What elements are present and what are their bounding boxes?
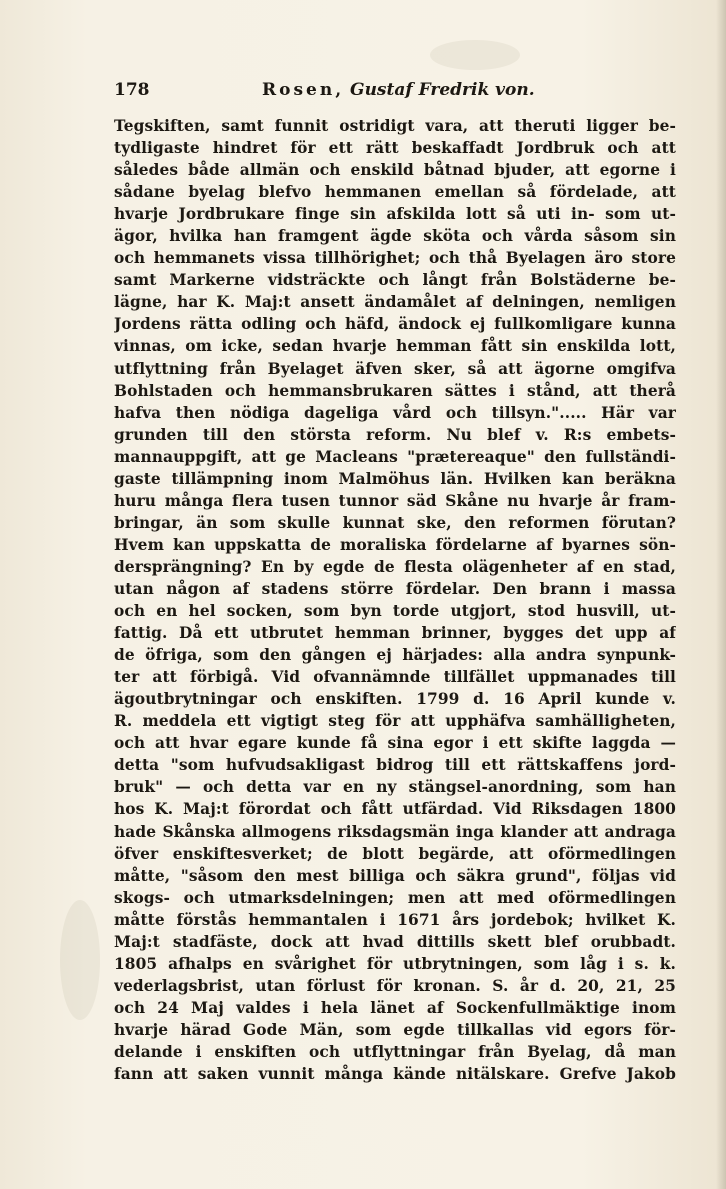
text-line: utan någon af stadens större fördelar. Den brann i massa [114,579,676,598]
text-line: dersprängning? En by egde de flesta olägenheter af en stad, [114,557,676,576]
text-line: de öfriga, som den gången ej härjades: alla andra synpunk- [114,646,676,665]
text-line: vinnas, om icke, sedan hvarje hemman fått sin enskilda lott, [114,337,676,356]
body-text [114,115,676,1085]
text-line: sådane byelag blefvo hemmanen emellan så fördelade, att [114,183,676,202]
text-line: fann att saken vunnit många kände nitälskare. Grefve Jakob [114,1065,676,1084]
text-line: samt Markerne vidsträckte och långt från Bolstäderne be- [114,271,676,290]
text-line: tydligaste hindret för ett rätt beskaffadt Jordbruk och att [114,139,676,158]
text-line: fattig. Då ett utbrutet hemman brinner, bygges det upp af [114,624,676,643]
paper-stain [60,900,100,1020]
text-line: och hemmanets vissa tillhörighet; och thå Byelagen äro store [114,249,676,268]
running-head-name: Gustaf Fredrik von. [344,80,535,100]
text-line: hade Skånska allmogens riksdagsmän inga klander att andraga [114,822,676,841]
running-head [114,80,674,104]
text-line: Tegskiften, samt funnit ostridigt vara, att theruti ligger be- [114,117,676,135]
text-line: grunden till den största reform. Nu blef v. R:s embets- [114,425,676,444]
paper-stain [430,40,520,70]
text-line: bruk" — och detta var en ny stängsel-anordning, som han [114,778,676,797]
text-line: hvarje härad Gode Män, som egde tillkallas vid egors för- [114,1020,676,1039]
text-line: öfver enskiftesverket; de blott begärde, att oförmedlingen [114,844,676,863]
text-line: ägoutbrytningar och enskiften. 1799 d. 16 April kunde v. [114,690,676,709]
text-line: detta "som hufvudsakligast bidrog till ett rättskaffens jord- [114,756,676,775]
running-head-surname: Rosen, [262,80,345,100]
text-line: 1805 afhalps en svårighet för utbrytningen, som låg i s. k. [114,954,676,973]
text-line: Hvem kan uppskatta de moraliska fördelarne af byarnes sön- [114,535,676,554]
text-line: Bohlstaden och hemmansbrukaren sättes i stånd, att therå [114,381,676,400]
text-line: måtte förstås hemmantalen i 1671 års jordebok; hvilket K. [114,910,676,929]
text-line: delande i enskiften och utflyttningar från Byelag, då man [114,1042,676,1061]
text-line: utflyttning från Byelaget äfven sker, så att ägorne omgifva [114,359,676,378]
text-line: skogs- och utmarksdelningen; men att med oförmedlingen [114,888,676,907]
text-line: ter att förbigå. Vid ofvannämnde tillfället uppmanades till [114,668,676,687]
text-line: hos K. Maj:t förordat och fått utfärdad. Vid Riksdagen 1800 [114,800,676,819]
text-line: och att hvar egare kunde få sina egor i ett skifte laggda — [114,734,676,753]
text-line: hvarje Jordbrukare finge sin afskilda lott så uti in- som ut- [114,205,676,224]
text-line: R. meddela ett vigtigt steg för att upphäfva samhälligheten, [114,712,676,731]
running-head-title [262,80,535,100]
page-edge-shadow [716,0,726,1189]
text-line: Jordens rätta odling och häfd, ändock ej fullkomligare kunna [114,315,676,334]
text-line: bringar, än som skulle kunnat ske, den reformen förutan? [114,513,676,532]
text-line: ägor, hvilka han framgent ägde sköta och vårda såsom sin [114,227,676,246]
page-number: 178 [114,80,150,100]
text-line: mannauppgift, att ge Macleans "prætereaque" den fullständi- [114,447,676,466]
text-line: gaste tillämpning inom Malmöhus län. Hvilken kan beräkna [114,469,676,488]
text-line: och 24 Maj valdes i hela länet af Sockenfullmäktige inom [114,998,676,1017]
text-line: huru många flera tusen tunnor säd Skåne nu hvarje år fram- [114,491,676,510]
text-line: Maj:t stadfäste, dock att hvad dittills skett blef orubbadt. [114,932,676,951]
text-line: och en hel socken, som byn torde utgjort, stod husvill, ut- [114,602,676,621]
text-line: lägne, har K. Maj:t ansett ändamålet af delningen, nemligen [114,293,676,312]
text-line: vederlagsbrist, utan förlust för kronan. S. år d. 20, 21, 25 [114,976,676,995]
text-line: hafva then nödiga dageliga vård och tillsyn."..... Här var [114,403,676,422]
text-line: måtte, "såsom den mest billiga och säkra grund", följas vid [114,866,676,885]
text-line: således både allmän och enskild båtnad bjuder, att egorne i [114,161,676,180]
